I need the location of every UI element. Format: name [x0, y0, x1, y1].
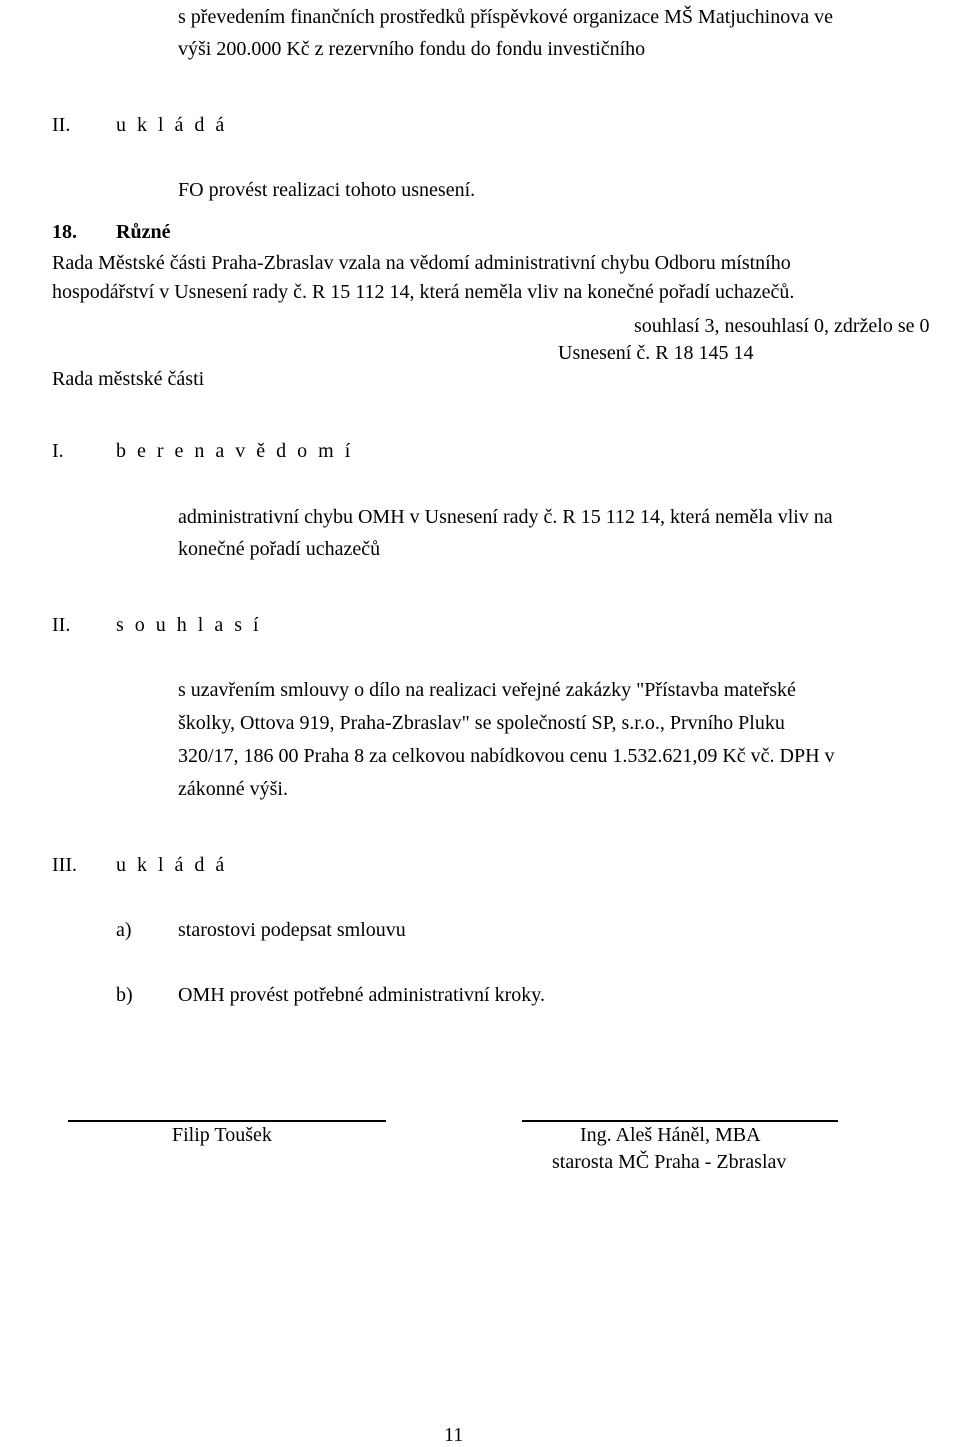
signatory-right-name: Ing. Aleš Háněl, MBA: [580, 1124, 761, 1146]
intro-line-1: s převedením finančních prostředků příspěvkové organizace MŠ Matjuchinova ve: [178, 6, 833, 28]
section-2-line-4: zákonné výši.: [178, 778, 288, 800]
section-1-numeral: I.: [52, 440, 64, 462]
intro-line-2: výši 200.000 Kč z rezervního fondu do fondu investičního: [178, 38, 646, 60]
prev-section-text: FO provést realizaci tohoto usnesení.: [178, 179, 476, 201]
section-2-numeral: II.: [52, 614, 71, 636]
section-1-line-1: administrativní chybu OMH v Usnesení rady č. R 15 112 14, která neměla vliv na: [178, 506, 833, 528]
section-2-line-1: s uzavřením smlouvy o dílo na realizaci veřejné zakázky "Přístavba mateřské: [178, 679, 796, 701]
task-a-text: starostovi podepsat smlouvu: [178, 919, 406, 941]
item-paragraph-line-2: hospodářství v Usnesení rady č. R 15 112 14, která neměla vliv na konečné pořadí uchazečů.: [52, 281, 795, 303]
section-2-line-2: školky, Ottova 919, Praha-Zbraslav" se společností SP, s.r.o., Prvního Pluku: [178, 712, 785, 734]
signatory-right-title: starosta MČ Praha - Zbraslav: [552, 1151, 787, 1173]
prev-section-numeral: II.: [52, 114, 71, 136]
section-1-verb: b e r e n a v ě d o m í: [116, 440, 354, 462]
section-1-line-2: konečné pořadí uchazečů: [178, 538, 381, 560]
item-title: Různé: [116, 221, 171, 243]
resolution-number: Usnesení č. R 18 145 14: [558, 342, 754, 364]
section-3-verb: u k l á d á: [116, 854, 228, 876]
task-b-text: OMH provést potřebné administrativní kroky.: [178, 984, 545, 1006]
item-paragraph-line-1: Rada Městské části Praha-Zbraslav vzala na vědomí administrativní chybu Odboru místního: [52, 252, 791, 274]
issuing-body: Rada městské části: [52, 368, 205, 390]
section-3-numeral: III.: [52, 854, 77, 876]
task-b-label: b): [116, 984, 133, 1006]
signature-line-right: [522, 1120, 838, 1122]
vote-result: souhlasí 3, nesouhlasí 0, zdrželo se 0: [634, 315, 930, 337]
signature-line-left: [68, 1120, 386, 1122]
section-2-verb: s o u h l a s í: [116, 614, 262, 636]
item-number: 18.: [52, 221, 77, 243]
page-number: 11: [444, 1424, 464, 1446]
signatory-left-name: Filip Toušek: [172, 1124, 272, 1146]
section-2-line-3: 320/17, 186 00 Praha 8 za celkovou nabídkovou cenu 1.532.621,09 Kč vč. DPH v: [178, 745, 835, 767]
prev-section-verb: u k l á d á: [116, 114, 228, 136]
task-a-label: a): [116, 919, 132, 941]
